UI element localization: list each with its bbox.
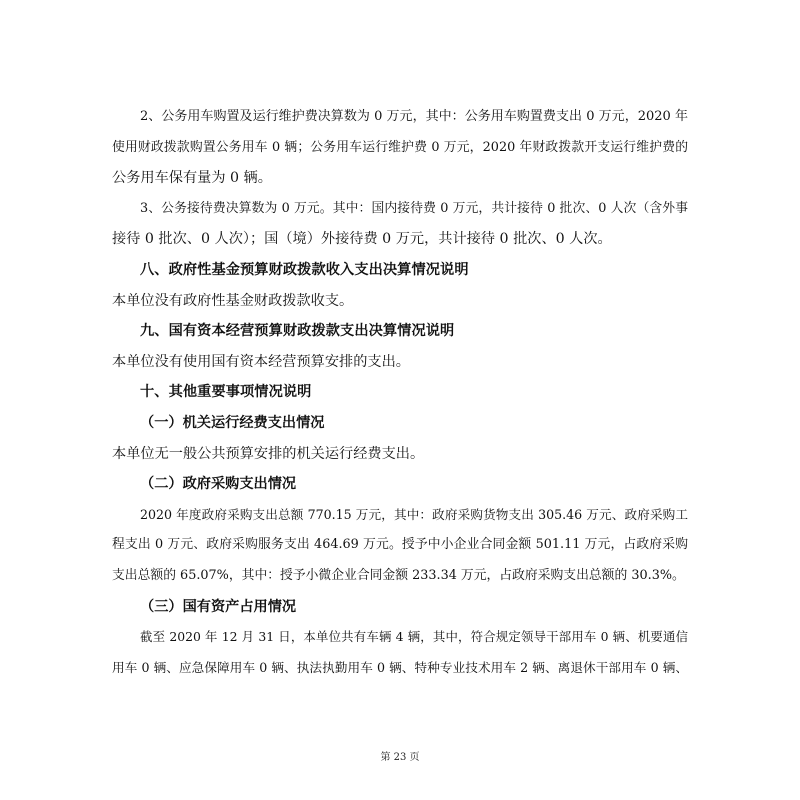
subsection-3-heading: （三）国有资产占用情况 — [140, 598, 297, 615]
section-9-text: 本单位没有使用国有资本经营预算安排的支出。 — [112, 353, 410, 370]
procurement-line-3: 支出总额的 65.07%，其中：授予小微企业合同金额 233.34 万元，占政府采购支出总额的 30.3%。 — [112, 567, 685, 583]
subsection-2-heading: （二）政府采购支出情况 — [140, 476, 297, 493]
section-8-heading: 八、政府性基金预算财政拨款收入支出决算情况说明 — [140, 261, 469, 278]
subsection-1-heading: （一）机关运行经费支出情况 — [140, 414, 325, 431]
section-8-text: 本单位没有政府性基金财政拨款收支。 — [112, 292, 354, 309]
procurement-line-2: 程支出 0 万元、政府采购服务支出 464.69 万元。授予中小企业合同金额 501.11 万元，占政府采购 — [112, 537, 688, 553]
procurement-line-1: 2020 年度政府采购支出总额 770.15 万元，其中：政府采购货物支出 305.46 万元、政府采购工 — [140, 506, 688, 522]
section-9-heading: 九、国有资本经营预算财政拨款支出决算情况说明 — [140, 323, 455, 340]
reception-expense-line-1: 3、公务接待费决算数为 0 万元。其中：国内接待费 0 万元，共计接待 0 批次、0 人次（含外事 — [140, 200, 688, 216]
vehicle-expense-line-1: 2、公务用车购置及运行维护费决算数为 0 万元，其中：公务用车购置费支出 0 万元，2020 年 — [140, 109, 688, 124]
page-number: 第 23 页 — [380, 752, 420, 763]
assets-line-2: 用车 0 辆、应急保障用车 0 辆、执法执勤用车 0 辆、特种专业技术用车 2 辆、离退休干部用车 0 辆、 — [112, 659, 688, 675]
document-body — [112, 102, 688, 683]
assets-line-1: 截至 2020 年 12 月 31 日，本单位共有车辆 4 辆，其中，符合规定领导干部用车 0 辆、机要通信 — [140, 629, 688, 645]
reception-expense-line-2: 接待 0 批次、0 人次）；国（境）外接待费 0 万元，共计接待 0 批次、0 人次。 — [112, 231, 612, 248]
section-10-heading: 十、其他重要事项情况说明 — [140, 384, 312, 401]
vehicle-expense-line-2: 使用财政拨款购置公务用车 0 辆；公务用车运行维护费 0 万元，2020 年财政拨款开支运行维护费的 — [112, 139, 688, 155]
subsection-1-text: 本单位无一般公共预算安排的机关运行经费支出。 — [112, 445, 425, 462]
vehicle-expense-line-3: 公务用车保有量为 0 辆。 — [112, 170, 272, 187]
